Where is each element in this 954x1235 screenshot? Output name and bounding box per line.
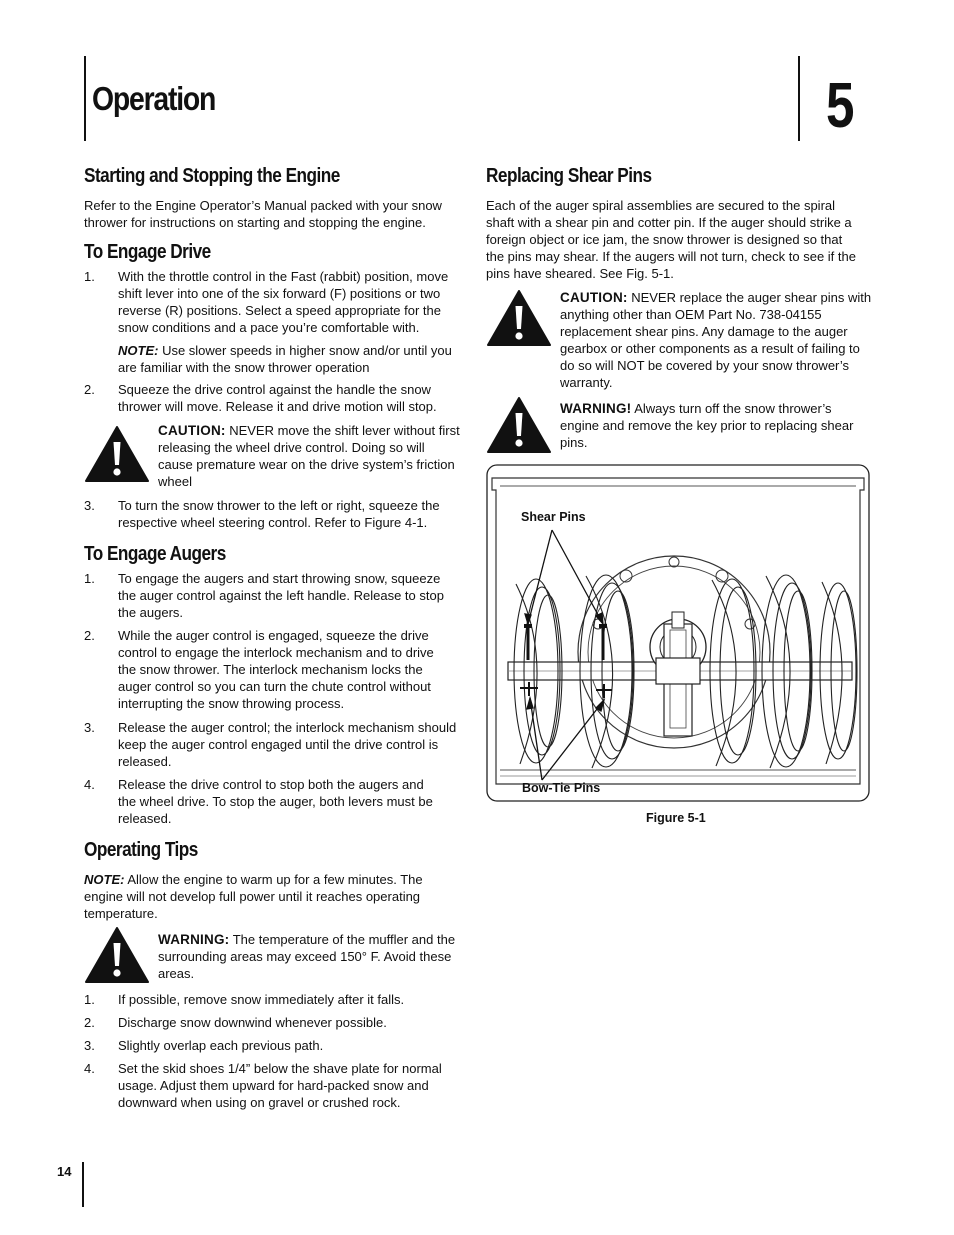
drive-note xyxy=(118,342,474,376)
tips-item-line: usage. Adjust them upward for hard-packed snow and xyxy=(118,1078,429,1093)
tips-item-line: Discharge snow downwind whenever possible. xyxy=(118,1015,387,1030)
shear-line: pins have sheared. See Fig. 5-1. xyxy=(486,266,674,281)
list-number: 4. xyxy=(84,1061,95,1076)
list-number: 1. xyxy=(84,992,95,1007)
augers-item-line: auger control so you can turn the chute control without xyxy=(118,679,431,694)
augers-item-line: interrupting the snow throwing process. xyxy=(118,696,345,711)
list-number: 2. xyxy=(84,382,95,397)
warning-triangle-icon xyxy=(84,926,150,984)
augers-item-line: released. xyxy=(118,811,172,826)
warning-label: WARNING: xyxy=(158,932,230,947)
list-number: 1. xyxy=(84,269,95,284)
caution-triangle-icon xyxy=(84,425,150,483)
bow-tie-pins-callout: Bow-Tie Pins xyxy=(522,781,601,795)
figure-caption: Figure 5-1 xyxy=(646,811,706,825)
heading-replacing-shear-pins: Replacing Shear Pins xyxy=(486,165,652,187)
heading-engage-drive: To Engage Drive xyxy=(84,241,211,263)
warning-text: surrounding areas may exceed 150° F. Avoid these xyxy=(158,949,452,964)
list-number: 4. xyxy=(84,777,95,792)
shear-line: the pins may shear. If the augers will not turn, check to see if the xyxy=(486,249,856,264)
shear-line: foreign object or ice jam, the snow thrower is designed so that xyxy=(486,232,843,247)
left-column xyxy=(84,0,474,1235)
note-label: NOTE: xyxy=(84,872,125,887)
caution-text: replacement shear pins. Any damage to the auger xyxy=(560,324,848,339)
caution-text: cause premature wear on the drive system’s friction xyxy=(158,457,455,472)
right-column xyxy=(486,0,876,1235)
augers-item-line: the wheel drive. To stop the auger, both levers must be xyxy=(118,794,433,809)
note-text: are familiar with the snow thrower operation xyxy=(118,360,370,375)
heading-engage-augers: To Engage Augers xyxy=(84,543,226,565)
augers-item-line: released. xyxy=(118,754,172,769)
caution-label: CAUTION: xyxy=(158,423,226,438)
caution-text: do so will NOT be covered by your snow thrower’s xyxy=(560,358,850,373)
tips-item-line: Set the skid shoes 1/4” below the shave plate for normal xyxy=(118,1061,442,1076)
warning-triangle-icon xyxy=(486,396,552,454)
list-number: 1. xyxy=(84,571,95,586)
drive-item-2-line: thrower will move. Release it and drive motion will stop. xyxy=(118,399,437,414)
drive-item-1-line: snow conditions and a pace you’re comfortable with. xyxy=(118,320,420,335)
note-text: Allow the engine to warm up for a few minutes. The xyxy=(124,872,423,887)
list-number: 3. xyxy=(84,720,95,735)
augers-item-line: While the auger control is engaged, squeeze the drive xyxy=(118,628,429,643)
tips-item-line: downward when using on gravel or crushed rock. xyxy=(118,1095,401,1110)
page-number: 14 xyxy=(57,1164,72,1179)
heading-operating-tips: Operating Tips xyxy=(84,839,198,861)
list-number: 3. xyxy=(84,498,95,513)
drive-caution xyxy=(158,422,478,490)
tips-item-line: Slightly overlap each previous path. xyxy=(118,1038,324,1053)
caution-text: releasing the wheel drive control. Doing so will xyxy=(158,440,425,455)
caution-text: NEVER move the shift lever without first xyxy=(225,423,460,438)
tips-item-line: If possible, remove snow immediately after it falls. xyxy=(118,992,405,1007)
caution-text: gearbox or other components as a result of failing to xyxy=(560,341,860,356)
note-label: NOTE: xyxy=(118,343,159,358)
tips-note xyxy=(84,871,474,922)
augers-item-line: To engage the augers and start throwing snow, squeeze xyxy=(118,571,441,586)
note-text: Use slower speeds in higher snow and/or until you xyxy=(158,343,452,358)
augers-item-line: control to engage the interlock mechanism and to drive xyxy=(118,645,434,660)
augers-item-line: the snow thrower. The interlock mechanism locks the xyxy=(118,662,423,677)
warning-text: The temperature of the muffler and the xyxy=(229,932,456,947)
augers-item-line: the auger control against the left handle. Release to stop xyxy=(118,588,444,603)
list-number: 2. xyxy=(84,1015,95,1030)
shear-line: shaft with a shear pin and cotter pin. If the auger should strike a xyxy=(486,215,852,230)
shear-pins-callout: Shear Pins xyxy=(521,510,586,524)
drive-item-1-line: With the throttle control in the Fast (rabbit) position, move xyxy=(118,269,449,284)
starting-line-2: thrower for instructions on starting and stopping the engine. xyxy=(84,215,426,230)
caution-label: CAUTION: xyxy=(560,290,628,305)
shear-line: Each of the auger spiral assemblies are secured to the spiral xyxy=(486,198,836,213)
warning-text: areas. xyxy=(158,966,195,981)
footer-rule xyxy=(82,1162,84,1207)
chapter-number: 5 xyxy=(826,69,855,141)
augers-item-line: Release the drive control to stop both the augers and xyxy=(118,777,424,792)
warning-label: WARNING! xyxy=(560,401,632,416)
caution-text: NEVER replace the auger shear pins with xyxy=(627,290,872,305)
augers-item-line: the augers. xyxy=(118,605,184,620)
caution-text: warranty. xyxy=(560,375,613,390)
drive-item-2-line: Squeeze the drive control against the handle the snow xyxy=(118,382,431,397)
note-text: engine will not develop full power until it reaches operating xyxy=(84,889,421,904)
list-number: 3. xyxy=(84,1038,95,1053)
shear-caution xyxy=(560,289,880,391)
drive-item-3-line: respective wheel steering control. Refer to Figure 4-1. xyxy=(118,515,428,530)
note-text: temperature. xyxy=(84,906,158,921)
list-number: 2. xyxy=(84,628,95,643)
tips-warning xyxy=(158,931,478,982)
drive-item-1-line: reverse (R) positions. Select a speed appropriate for the xyxy=(118,303,442,318)
augers-item-line: Release the auger control; the interlock mechanism should xyxy=(118,720,457,735)
warning-text: Always turn off the snow thrower’s xyxy=(631,401,832,416)
shear-body xyxy=(486,197,876,282)
caution-text: wheel xyxy=(158,474,192,489)
caution-triangle-icon xyxy=(486,289,552,347)
augers-item-line: keep the auger control engaged until the drive control is xyxy=(118,737,439,752)
drive-item-3-line: To turn the snow thrower to the left or right, squeeze the xyxy=(118,498,440,513)
warning-text: engine and remove the key prior to replacing shear xyxy=(560,418,854,433)
drive-item-1-line: shift lever into one of the six forward (F) positions or two xyxy=(118,286,441,301)
heading-starting-stopping: Starting and Stopping the Engine xyxy=(84,165,340,187)
caution-text: anything other than OEM Part No. 738-04155 xyxy=(560,307,822,322)
page-title: Operation xyxy=(92,80,216,117)
warning-text: pins. xyxy=(560,435,588,450)
starting-line-1: Refer to the Engine Operator’s Manual packed with your snow xyxy=(84,198,442,213)
shear-warning xyxy=(560,400,880,451)
